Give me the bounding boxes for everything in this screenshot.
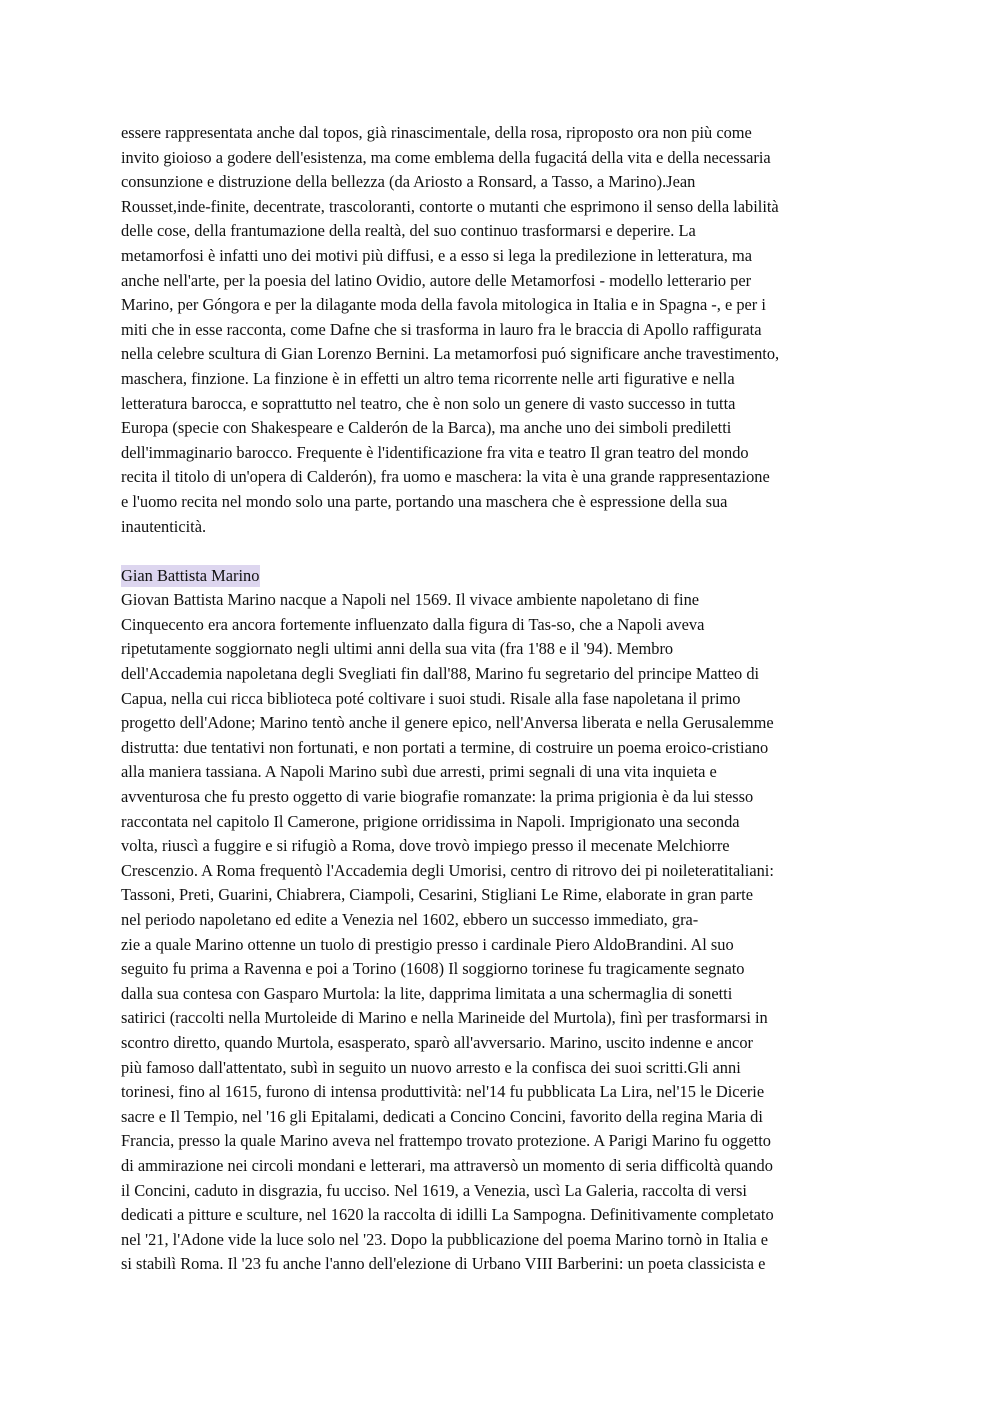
text-line: avventurosa che fu presto oggetto di varie biografie romanzate: la prima prigionia è da lui stesso	[121, 787, 754, 807]
text-line: Marino, per Góngora e per la dilagante moda della favola mitologica in Italia e in Spagna -, e per i	[121, 295, 766, 315]
paragraph-marino-biography	[121, 588, 889, 1277]
text-line: e l'uomo recita nel mondo solo una parte, portando una maschera che è espressione della sua	[121, 491, 728, 511]
text-line: Capua, nella cui ricca biblioteca poté coltivare i suoi studi. Risale alla fase napoletana il primo	[121, 688, 741, 708]
text-line: miti che in esse racconta, come Dafne che si trasforma in lauro fra le braccia di Apollo raffigurata	[121, 319, 762, 339]
text-line: il Concini, caduto in disgrazia, fu ucciso. Nel 1619, a Venezia, uscì La Galeria, raccolta di versi	[121, 1180, 747, 1200]
text-line: zie a quale Marino ottenne un tuolo di prestigio presso i cardinale Piero AldoBrandini. Al suo	[121, 934, 734, 954]
text-line: delle cose, della frantumazione della realtà, del suo continuo trasformarsi e deperire. La	[121, 221, 696, 241]
text-line: essere rappresentata anche dal topos, già rinascimentale, della rosa, riproposto ora non più come	[121, 123, 752, 142]
text-line: più famoso dall'attentato, subì in seguito un nuovo arresto e la confisca dei suoi scritti.Gli anni	[121, 1057, 741, 1077]
text-line: Tassoni, Preti, Guarini, Chiabrera, Ciampoli, Cesarini, Stigliani Le Rime, elaborate in gran parte	[121, 885, 754, 905]
text-line: dalla sua contesa con Gasparo Murtola: la lite, dapprima limitata a una schermaglia di sonetti	[121, 983, 733, 1003]
text-line: alla maniera tassiana. A Napoli Marino subì due arresti, primi segnali di una vita inquieta e	[121, 762, 717, 782]
text-line: inautenticità.	[121, 516, 207, 536]
text-line: Francia, presso la quale Marino aveva nel frattempo trovato protezione. A Parigi Marino fu oggetto	[121, 1131, 771, 1151]
text-line: Cinquecento era ancora fortemente influenzato dalla figura di Tas-so, che a Napoli aveva	[121, 614, 705, 634]
section-heading: Gian Battista Marino	[121, 565, 260, 585]
text-line: dedicati a pitture e sculture, nel 1620 la raccolta di idilli La Sampogna. Definitivamente completato	[121, 1205, 774, 1225]
text-line: seguito fu prima a Ravenna e poi a Torino (1608) Il soggiorno torinese fu tragicamente segnato	[121, 959, 745, 979]
text-line: satirici (raccolti nella Murtoleide di Marino e nella Marineide del Murtola), finì per trasformarsi in	[121, 1008, 768, 1028]
text-line: sacre e Il Tempio, nel '16 gli Epitalami, dedicati a Concino Concini, favorito della regina Maria di	[121, 1106, 763, 1126]
paragraph-baroque-themes	[121, 121, 889, 539]
text-line: raccontata nel capitolo Il Camerone, prigione orridissima in Napoli. Imprigionato una seconda	[121, 811, 740, 831]
text-line: metamorfosi è infatti uno dei motivi più diffusi, e a esso si lega la predilezione in letteratura, ma	[121, 245, 753, 265]
text-line: nel '21, l'Adone vide la luce solo nel '23. Dopo la pubblicazione del poema Marino tornò in Italia e	[121, 1229, 769, 1249]
text-line: consunzione e distruzione della bellezza (da Ariosto a Ronsard, a Tasso, a Marino).Jean	[121, 172, 696, 192]
text-line: volta, riuscì a fuggire e si rifugiò a Roma, dove trovò impiego presso il mecenate Melchiorre	[121, 836, 730, 856]
document-page	[121, 121, 889, 1277]
text-line: si stabilì Roma. Il '23 fu anche l'anno dell'elezione di Urbano VIII Barberini: un poeta classicista e	[121, 1254, 766, 1274]
text-line: torinesi, fino al 1615, furono di intensa produttività: nel'14 fu pubblicata La Lira, nel'15 le Dicerie	[121, 1082, 765, 1102]
text-line: dell'immaginario barocco. Frequente è l'identificazione fra vita e teatro Il gran teatro del mondo	[121, 442, 749, 462]
text-line: progetto dell'Adone; Marino tentò anche il genere epico, nell'Anversa liberata e nella Gerusalemme	[121, 713, 774, 733]
text-line: distrutta: due tentativi non fortunati, e non portati a termine, di costruire un poema eroico-cristiano	[121, 737, 769, 757]
text-line: Rousset,inde-finite, decentrate, trascoloranti, contorte o mutanti che esprimono il senso della labilità	[121, 196, 779, 216]
text-line: nel periodo napoletano ed edite a Venezia nel 1602, ebbero un successo immediato, gra-	[121, 910, 699, 929]
text-line: dell'Accademia napoletana degli Svegliati fin dall'88, Marino fu segretario del principe Matteo di	[121, 664, 760, 684]
section-heading-line	[121, 564, 889, 589]
text-line: nella celebre scultura di Gian Lorenzo Bernini. La metamorfosi puó significare anche travestimento,	[121, 344, 780, 364]
text-line: letteratura barocca, e soprattutto nel teatro, che è non solo un genere di vasto successo in tutta	[121, 393, 736, 413]
text-line: Crescenzio. A Roma frequentò l'Accademia degli Umorisi, centro di ritrovo dei pi noileteratitaliani:	[121, 860, 774, 880]
text-line: di ammirazione nei circoli mondani e letterari, ma attraversò un momento di seria difficoltà quando	[121, 1155, 773, 1175]
text-line: Europa (specie con Shakespeare e Calderón de la Barca), ma anche uno dei simboli prediletti	[121, 418, 732, 438]
text-line: recita il titolo di un'opera di Calderón), fra uomo e maschera: la vita è una grande rappresentazione	[121, 467, 770, 487]
text-line: scontro diretto, quando Murtola, esasperato, sparò all'avversario. Marino, uscito indenne e ancor	[121, 1032, 753, 1052]
text-line: invito gioioso a godere dell'esistenza, ma come emblema della fugacitá della vita e della necessaria	[121, 147, 771, 167]
text-line: anche nell'arte, per la poesia del latino Ovidio, autore delle Metamorfosi - modello letterario per	[121, 270, 752, 290]
text-line: maschera, finzione. La finzione è in effetti un altro tema ricorrente nelle arti figurative e nella	[121, 368, 735, 388]
text-line: ripetutamente soggiornato negli ultimi anni della sua vita (fra 1'88 e il '94). Membro	[121, 639, 674, 659]
paragraph-spacer	[121, 539, 889, 564]
text-line: Giovan Battista Marino nacque a Napoli nel 1569. Il vivace ambiente napoletano di fine	[121, 590, 700, 610]
